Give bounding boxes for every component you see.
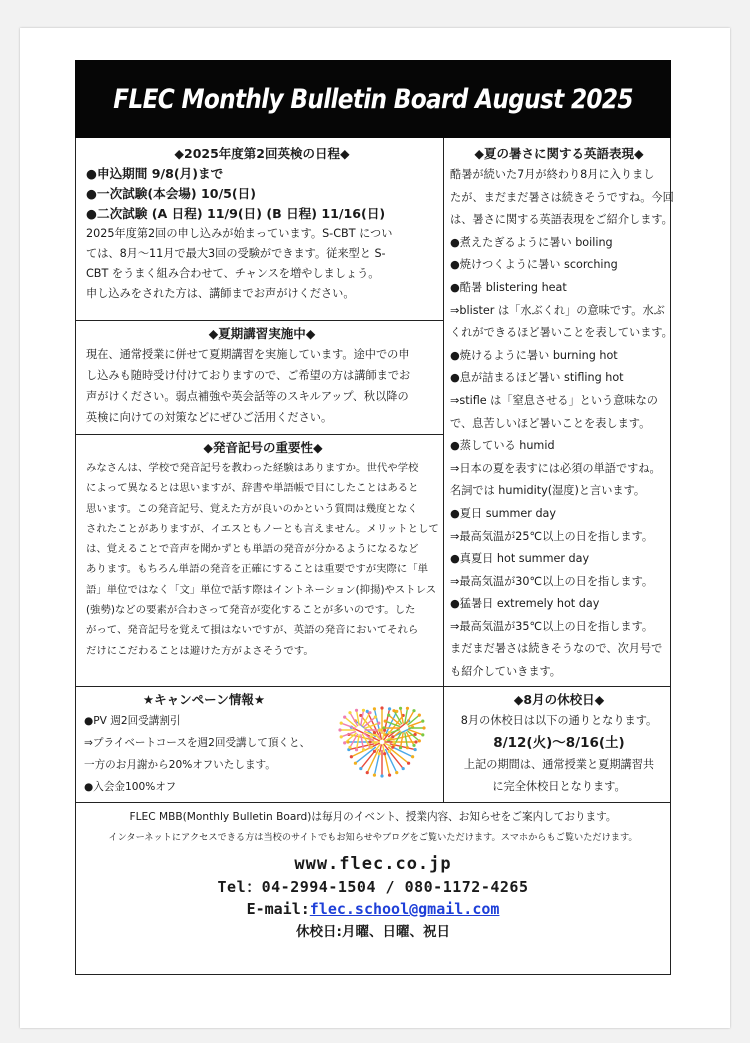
heat-line: ●猛暑日 extremely hot day: [450, 597, 600, 611]
summer-body-line: し込みも随時受け付けておりますので、ご希望の方は講師までお: [86, 369, 411, 382]
firework-spark: [366, 710, 369, 713]
section-divider: [75, 434, 443, 435]
firework-spark: [366, 771, 369, 774]
firework-spark: [391, 735, 394, 738]
heat-line: ⇒blister は「水ぶくれ」の意味です。水ぶ: [450, 303, 665, 317]
firework-spark: [362, 748, 365, 751]
firework-spark: [388, 774, 391, 777]
phonetics-body-line: みなさんは、学校で発音記号を教わった経験はありますか。世代や学校: [86, 462, 419, 474]
firework-spark: [378, 729, 381, 732]
section-divider: [75, 320, 443, 321]
heat-line: も紹介していきます。: [450, 665, 561, 679]
holiday-section: [448, 690, 670, 798]
firework-spark: [418, 739, 421, 742]
phone-numbers: Tel：04-2994-1504 / 080-1172-4265: [217, 878, 529, 896]
firework-ray: [350, 734, 358, 747]
firework-spark: [340, 722, 343, 725]
firework-spark: [373, 750, 376, 753]
phonetics-body-line: がって、発音記号を覚えて損はないですが、英語の発音においてそれら: [86, 624, 419, 637]
firework-spark: [412, 709, 415, 712]
phonetics-title: ◆発音記号の重要性◆: [203, 440, 323, 455]
summer-body-line: 声がけください。弱点補強や英会話等のスキルアップ、秋以降の: [86, 390, 409, 403]
firework-spark: [391, 746, 394, 749]
firework-spark: [343, 741, 346, 744]
phonetics-body-line: だけにこだわることは避けた方がよさそうです。: [86, 644, 314, 657]
website-link[interactable]: www.flec.co.jp: [294, 854, 452, 874]
firework-spark: [343, 716, 346, 719]
phonetics-body-line: あります。もちろん単語の発音を正確にすることは重要ですが実際に「単: [86, 563, 429, 576]
firework-spark: [362, 709, 365, 712]
bulletin-title: FLEC Monthly Bulletin Board August 2025: [113, 83, 633, 115]
firework-spark: [373, 731, 376, 734]
campaign-title: ★キャンペーン情報★: [142, 692, 266, 707]
firework-spark: [384, 720, 387, 723]
heat-line: たが、まだまだ暑さは続きそうですね。今回: [450, 190, 674, 204]
campaign-section: [84, 690, 324, 798]
heat-line: ●夏日 summer day: [450, 506, 557, 520]
fireworks-bursts: [338, 706, 425, 777]
firework-spark: [338, 728, 341, 731]
firework-spark: [355, 709, 358, 712]
firework-spark: [373, 707, 376, 710]
firework-spark: [407, 762, 410, 765]
firework-spark: [406, 746, 409, 749]
footer-intro: FLEC MBB(Monthly Bulletin Board)は毎月のイベント、授業内容、お知らせをご案内しております。: [129, 811, 617, 823]
firework-ray: [407, 711, 415, 724]
firework-spark: [355, 748, 358, 751]
firework-spark: [421, 733, 424, 736]
heat-line: ●焼けつくように暑い scorching: [450, 258, 618, 272]
eiken-body-line: ては、8月～11月で最大3回の受験ができます。従来型と S-: [86, 247, 386, 260]
heat-lines: [450, 164, 674, 684]
heat-line: ⇒最高気温が30℃以上の日を指します。: [450, 574, 654, 588]
phonetics-body-line: 語」単位ではなく「文」単位で話す際はイントネーション(抑揚)やストレス: [86, 583, 437, 596]
firework-spark: [378, 752, 381, 755]
firework-spark: [340, 735, 343, 738]
firework-spark: [411, 755, 414, 758]
footer-internet-note: インターネットにアクセスできる方は当校のサイトでもお知らせやブログをご覧いただけます。スマホからもご覧いただけます。: [108, 832, 638, 843]
firework-spark: [418, 714, 421, 717]
eiken-title: ◆2025年度第2回英検の日程◆: [174, 146, 350, 161]
firework-spark: [406, 707, 409, 710]
firework-spark: [392, 709, 395, 712]
email-line: [75, 898, 671, 920]
firework-spark: [422, 726, 425, 729]
fireworks-illustration: [322, 690, 440, 798]
eiken-body-line: 申し込みをされた方は、講師までお声がけください。: [86, 287, 355, 300]
heat-line: 酷暑が続いた7月が終わり8月に入りまし: [450, 168, 655, 181]
email-link[interactable]: flec.school@gmail.com: [309, 900, 500, 918]
heat-line: ●煮えたぎるように暑い boiling: [450, 235, 613, 249]
bulletin-banner: [75, 60, 671, 138]
firework-spark: [388, 707, 391, 710]
holiday-intro: 8月の休校日は以下の通りとなります。: [460, 714, 658, 727]
campaign-line: ⇒プライベートコースを週2回受講して頂くと、: [84, 737, 311, 749]
summer-title: ◆夏期講習実施中◆: [208, 326, 316, 341]
heat-line: くれができるほど暑いことを表しています。: [450, 326, 673, 340]
holiday-dates: 8/12(火)～8/16(土): [493, 735, 625, 751]
phonetics-section: [86, 438, 440, 661]
firework-spark: [414, 748, 417, 751]
firework-spark: [373, 774, 376, 777]
firework-spark: [388, 731, 391, 734]
phonetics-body-line: (強勢)などの要素が合わさって発音が変化することが多いのです。した: [86, 604, 416, 617]
firework-spark: [414, 740, 417, 743]
firework-spark: [395, 771, 398, 774]
holiday-note-line: に完全休校日となります。: [492, 780, 626, 793]
campaign-line: ●PV 週2回受講割引: [84, 715, 181, 727]
holiday-title: ◆8月の休校日◆: [513, 692, 605, 707]
heat-line: で、息苦しいほど暑いことを表します。: [450, 416, 651, 430]
heat-line: ●息が詰まるほど暑い stifling hot: [450, 371, 624, 385]
eiken-section: [86, 144, 438, 304]
eiken-item: ●申込期間 9/8(月)まで: [86, 166, 224, 181]
firework-ray: [350, 713, 358, 726]
firework-spark: [348, 711, 351, 714]
section-divider: [75, 802, 671, 803]
phonetics-body-line: によって異なるとは思いますが、辞書や単語帳で目にしたことはあると: [86, 482, 419, 495]
heat-line: ●焼けるように暑い burning hot: [450, 348, 618, 362]
firework-spark: [402, 767, 405, 770]
heat-line: まだまだ暑さは続きそうなので、次月号で: [450, 642, 663, 656]
phonetics-body-line: は、覚えることで音声を聞かずとも単語の発音が分かるようになるなど: [86, 543, 419, 556]
heat-line: ⇒日本の夏を表すには必須の単語ですね。: [450, 461, 661, 475]
summer-body-line: 現在、通常授業に併せて夏期講習を実施しています。途中での申: [86, 348, 410, 361]
firework-spark: [368, 711, 371, 714]
firework-spark: [399, 707, 402, 710]
eiken-item: ●二次試験 (A 日程) 11/9(日) (B 日程) 11/16(日): [86, 206, 386, 221]
phonetics-body-line: されたことがありますが、イエスともノーとも言えません。メリットとして: [86, 522, 439, 535]
firework-ray: [401, 733, 404, 748]
firework-spark: [392, 740, 395, 743]
firework-spark: [368, 740, 371, 743]
heat-line: ●真夏日 hot summer day: [450, 552, 590, 566]
firework-spark: [370, 746, 373, 749]
campaign-line: 一方のお月謝から20%オフいたします。: [84, 759, 276, 771]
section-divider: [75, 686, 671, 687]
firework-spark: [374, 716, 377, 719]
heat-line: ⇒最高気温が25℃以上の日を指します。: [450, 529, 654, 543]
firework-spark: [350, 755, 353, 758]
heat-line: は、暑さに関する英語表現をご紹介します。: [450, 213, 673, 227]
bottom-column-divider: [443, 686, 444, 802]
eiken-body-line: CBT をうまく組み合わせて、チャンスを増やしましょう。: [86, 267, 380, 280]
firework-spark: [383, 729, 386, 732]
phonetics-body-line: 思います。この発音記号、覚えた方が良いのかという質問は幾度となく: [86, 502, 418, 515]
heat-line: ●酷暑 blistering heat: [450, 280, 567, 294]
firework-spark: [348, 746, 351, 749]
holiday-note-line: 上記の期間は、通常授業と夏期講習共: [463, 758, 655, 771]
firework-spark: [399, 746, 402, 749]
summer-section: [86, 324, 438, 428]
campaign-line: ●入会金100%オフ: [84, 781, 177, 793]
summer-body-line: 英検に向けての対策などにぜひご活用ください。: [86, 411, 333, 424]
firework-spark: [412, 744, 415, 747]
closed-days: 休校日:月曜、日曜、祝日: [296, 924, 450, 940]
firework-spark: [359, 767, 362, 770]
eiken-item: ●一次試験(本会場) 10/5(日): [86, 186, 257, 201]
firework-spark: [370, 735, 373, 738]
heat-title: ◆夏の暑さに関する英語表現◆: [474, 146, 644, 161]
heat-line: ⇒stifle は「窒息させる」という意味なの: [450, 393, 658, 407]
firework-spark: [377, 722, 380, 725]
firework-spark: [421, 720, 424, 723]
heat-line: ⇒最高気温が35℃以上の日を指します。: [450, 619, 654, 633]
firework-spark: [388, 750, 391, 753]
heat-line: ●蒸している humid: [450, 439, 555, 453]
email-label: E-mail:: [246, 900, 310, 918]
firework-spark: [387, 714, 390, 717]
heat-section: [450, 144, 674, 684]
eiken-body-line: 2025年度第2回の申し込みが始まっています。S-CBT につい: [86, 227, 393, 240]
firework-spark: [383, 752, 386, 755]
firework-spark: [380, 706, 383, 709]
firework-ray: [405, 733, 408, 748]
column-divider: [443, 138, 444, 686]
firework-spark: [354, 762, 357, 765]
heat-line: 名詞では humidity(湿度)と言います。: [450, 484, 646, 498]
firework-spark: [380, 774, 383, 777]
